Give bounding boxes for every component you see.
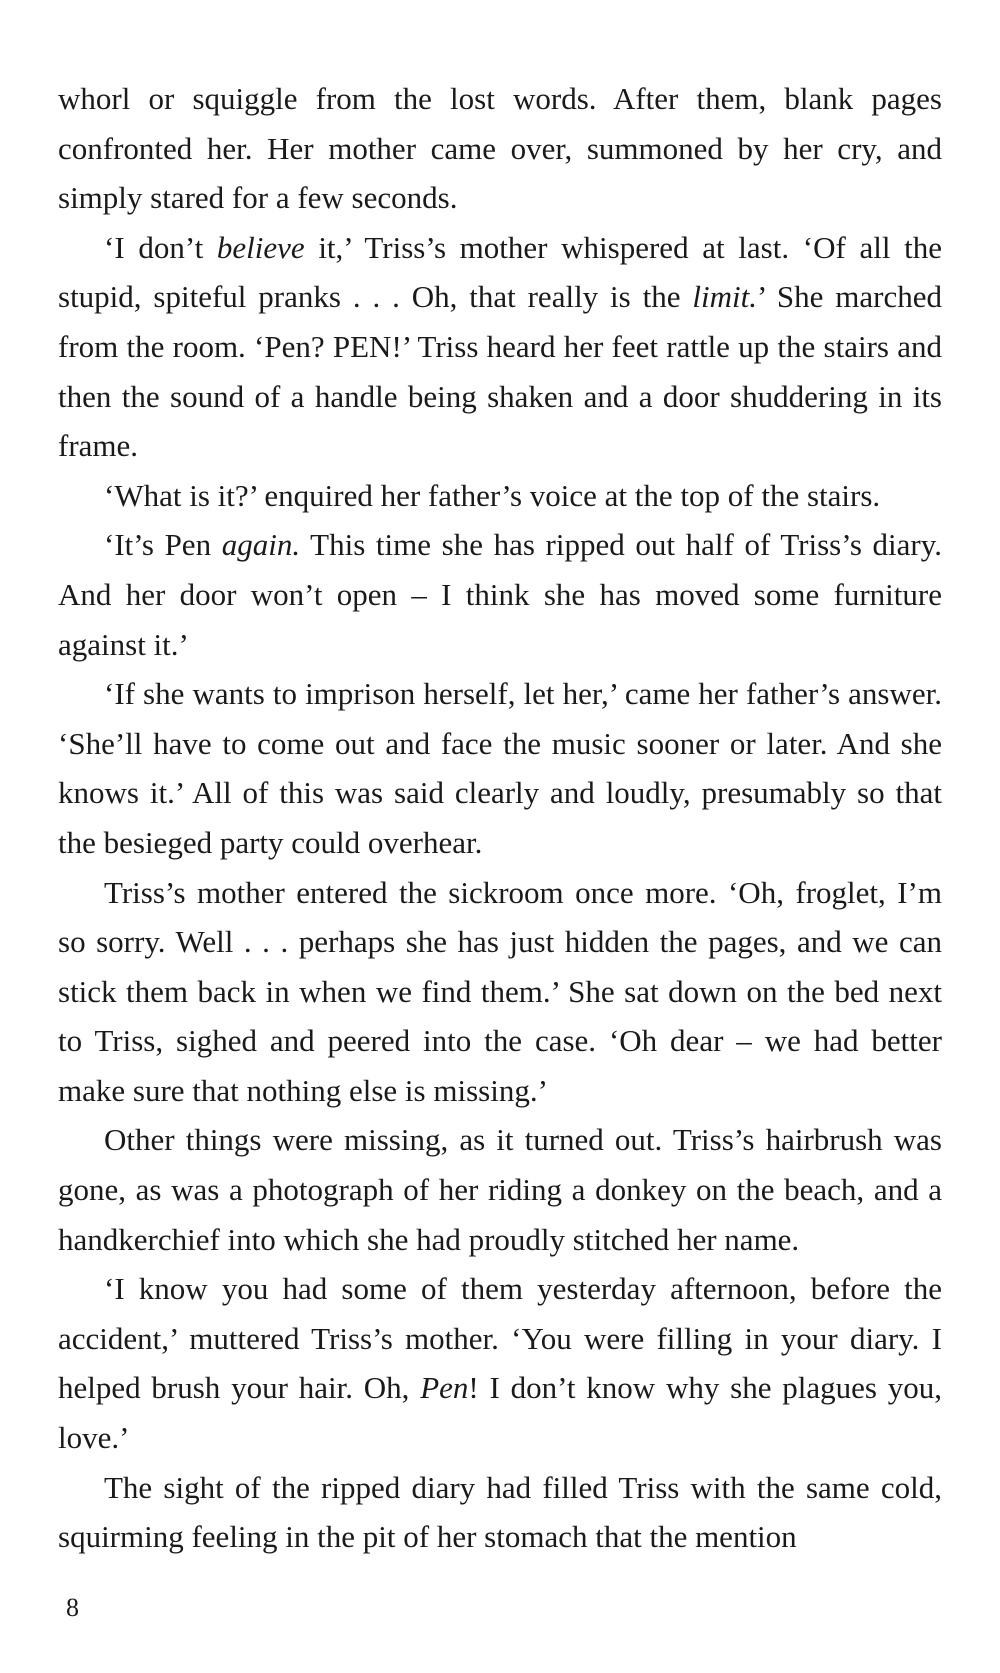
text-run: Triss’s mother entered the sickroom once more. ‘Oh, froglet, I’m so sorry. Well . . . perhaps she has just hidden the pages, and we can stick them back in when we find them.’ She sat down on the bed next to Triss, sighed and peered into the case. ‘Oh dear – we had better make sure that nothing else is missing.’ — [58, 874, 942, 1108]
paragraph-4 — [58, 520, 942, 669]
text-run: whorl or squiggle from the lost words. After them, blank pages confronted her. Her mother came over, summoned by her cry, and simply stared for a few seconds. — [58, 81, 942, 216]
emphasis-text: Pen — [420, 1370, 469, 1406]
text-run: ‘It’s Pen — [104, 527, 222, 563]
text-run: ! I don’t know why she plagues you, love.’ — [58, 1370, 942, 1456]
paragraph-3 — [58, 471, 942, 521]
paragraph-7 — [58, 1115, 942, 1264]
text-run: Other things were missing, as it turned out. Triss’s hairbrush was gone, as was a photograph of her riding a donkey on the beach, and a handkerchief into which she had proudly stitched her name. — [58, 1122, 942, 1257]
text-run: ’ She marched from the room. ‘Pen? PEN!’ Triss heard her feet rattle up the stairs and then the sound of a handle being shaken and a door shuddering in its frame. — [58, 279, 942, 464]
text-run: ‘I don’t — [104, 229, 217, 265]
emphasis-text: again. — [221, 527, 301, 563]
page-body — [58, 74, 942, 1562]
text-run: ‘I know you had some of them yesterday afternoon, before the accident,’ muttered Triss’s mother. ‘You were filling in your diary. I helped brush your hair. Oh, — [58, 1271, 942, 1406]
paragraph-6 — [58, 868, 942, 1116]
page-number: 8 — [66, 1593, 79, 1622]
paragraph-8 — [58, 1264, 942, 1462]
paragraph-9 — [58, 1463, 942, 1562]
text-run: The sight of the ripped diary had filled Triss with the same cold, squirming feeling in the pit of her stomach that the mention — [58, 1469, 942, 1555]
text-run: ‘What is it?’ enquired her father’s voice at the top of the stairs. — [104, 477, 881, 513]
paragraph-5 — [58, 669, 942, 867]
paragraph-2 — [58, 223, 942, 471]
text-run: This time she has ripped out half of Triss’s diary. And her door won’t open – I think she has moved some furniture against it.’ — [58, 527, 942, 662]
emphasis-text: limit. — [692, 279, 757, 315]
emphasis-text: believe — [216, 229, 305, 265]
text-run: ‘If she wants to imprison herself, let her,’ came her father’s answer. ‘She’ll have to come out and face the music sooner or later. And she knows it.’ All of this was said clearly and loudly, presumably so that the besieged party could overhear. — [58, 676, 942, 860]
paragraph-1 — [58, 74, 942, 223]
text-run: it,’ Triss’s mother whispered at last. ‘Of all the stupid, spiteful pranks . . . Oh, that really is the — [58, 229, 942, 315]
